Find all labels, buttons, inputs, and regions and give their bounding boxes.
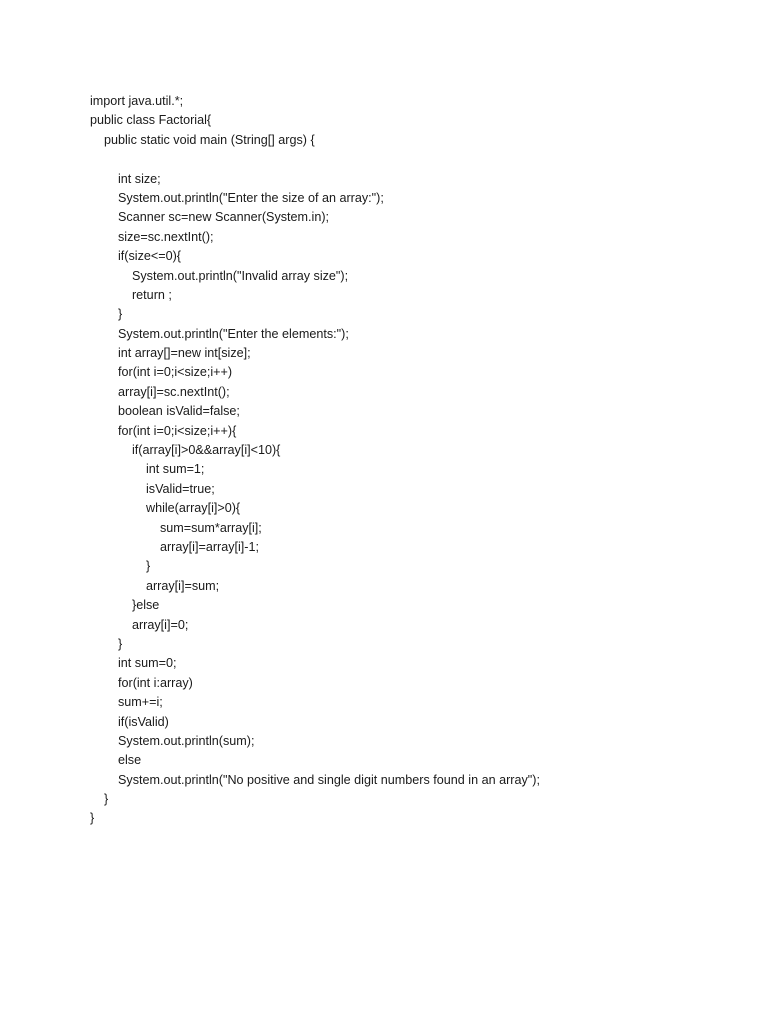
code-line: if(array[i]>0&&array[i]<10){ [90, 443, 281, 458]
code-line: } [90, 636, 123, 651]
code-line: System.out.println("Invalid array size"); [90, 268, 349, 283]
code-line: int sum=0; [90, 656, 177, 671]
code-line: } [90, 307, 123, 322]
code-line: } [90, 792, 109, 807]
code-line: for(int i=0;i<size;i++){ [90, 423, 237, 438]
code-block [90, 92, 750, 829]
code-line: size=sc.nextInt(); [90, 229, 214, 244]
code-line: boolean isValid=false; [90, 404, 240, 419]
code-line [90, 150, 750, 169]
code-line: public static void main (String[] args) { [90, 132, 315, 147]
code-line: else [90, 753, 142, 768]
code-line: if(isValid) [90, 714, 169, 729]
code-line: if(size<=0){ [90, 249, 181, 264]
code-line: array[i]=sc.nextInt(); [90, 384, 230, 399]
code-line: int size; [90, 171, 161, 186]
code-line: import java.util.*; [90, 94, 184, 108]
code-line: array[i]=sum; [90, 578, 220, 593]
code-line: } [90, 559, 151, 574]
code-line: array[i]=0; [90, 617, 189, 632]
code-line: System.out.println("Enter the elements:"); [90, 326, 349, 341]
code-line: array[i]=array[i]-1; [90, 539, 260, 554]
code-line: }else [90, 598, 160, 613]
code-line: return ; [90, 287, 172, 302]
code-line: isValid=true; [90, 481, 215, 496]
code-line: sum+=i; [90, 695, 163, 710]
code-line: public class Factorial{ [90, 113, 212, 128]
code-line: System.out.println(sum); [90, 733, 255, 748]
code-line: int array[]=new int[size]; [90, 346, 251, 361]
code-line: } [90, 811, 95, 826]
code-line: Scanner sc=new Scanner(System.in); [90, 210, 330, 225]
code-line: sum=sum*array[i]; [90, 520, 262, 535]
code-line: for(int i:array) [90, 675, 193, 690]
code-line: int sum=1; [90, 462, 205, 477]
code-line: System.out.println("Enter the size of an array:"); [90, 190, 384, 205]
code-line: while(array[i]>0){ [90, 501, 241, 516]
code-line: for(int i=0;i<size;i++) [90, 365, 233, 380]
code-line: System.out.println("No positive and single digit numbers found in an array"); [90, 772, 540, 787]
